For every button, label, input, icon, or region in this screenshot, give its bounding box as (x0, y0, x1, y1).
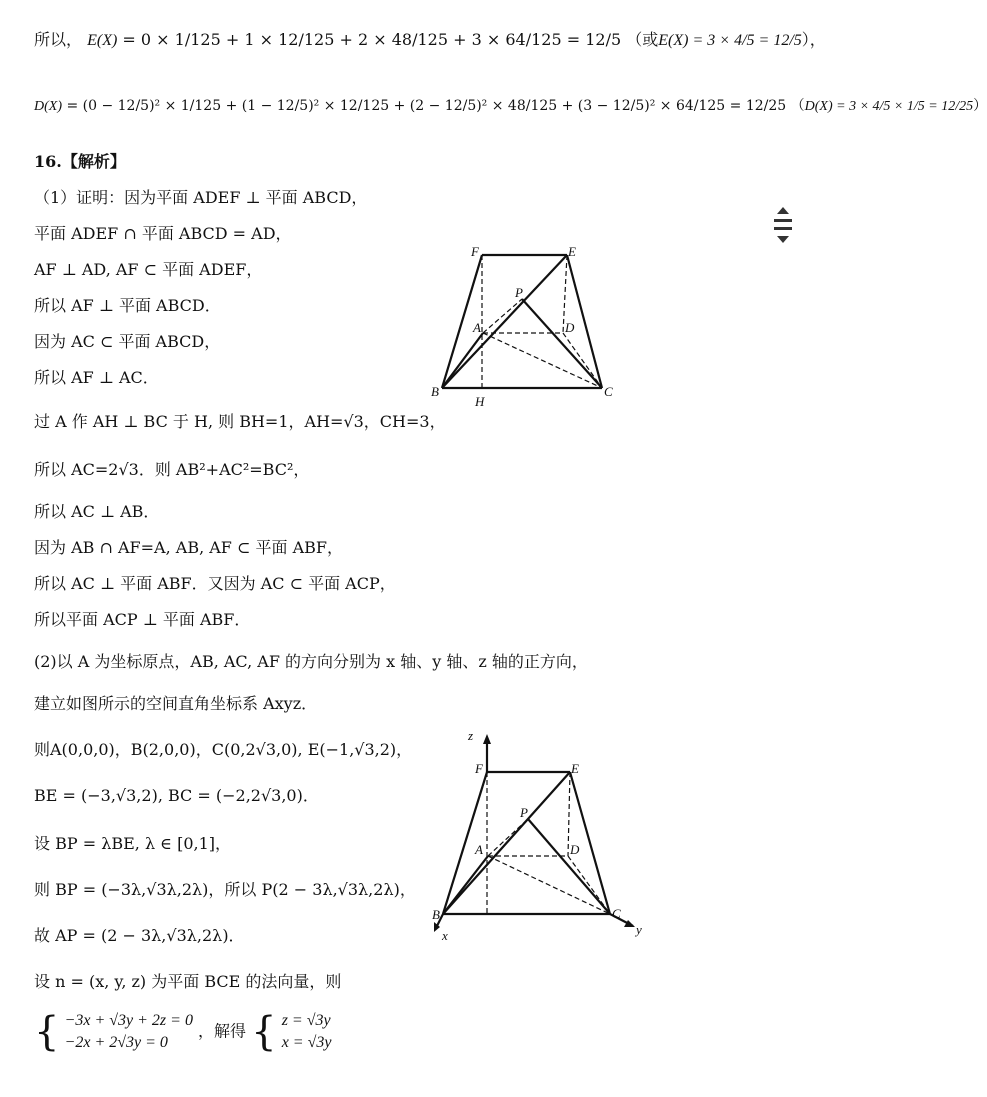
fig2-label-C: C (612, 906, 621, 921)
fig1-label-B: B (431, 384, 439, 399)
part2-line-6: 则 BP = (−3λ,√3λ,2λ)，所以 P(2 − 3λ,√3λ,2λ)， (34, 880, 416, 899)
scroll-handle-icon[interactable] (772, 205, 794, 245)
part2-line-1: (2)以 A 为坐标原点，AB, AC, AF 的方向分别为 x 轴、y 轴、z 轴的正方向， (34, 652, 588, 671)
solution-2: x = √3y (281, 1034, 332, 1051)
part1-line-1: （1）证明：因为平面 ADEF ⊥ 平面 ABCD， (34, 188, 368, 207)
dx-symbol: D(X) (34, 99, 62, 114)
fig1-label-D: D (565, 320, 575, 335)
fig1-label-P: P (515, 285, 523, 300)
left-brace-2: { (251, 1009, 277, 1055)
part2-line-8: 设 n = (x, y, z) 为平面 BCE 的法向量，则 (34, 972, 342, 991)
ex-formula: = 0 × 1/125 + 1 × 12/125 + 2 × 48/125 + 3 × 64/125 = 12/5 (122, 30, 622, 49)
part1-line-4: 所以 AF ⊥ 平面 ABCD． (34, 296, 221, 315)
fig2-label-B: B (432, 907, 440, 922)
part1-line-11: 所以 AC ⊥ 平面 ABF．又因为 AC ⊂ 平面 ACP， (34, 574, 396, 593)
ex-symbol: E(X) (87, 32, 118, 49)
part2-line-5: 设 BP = λBE, λ ∈ [0,1]， (34, 834, 232, 853)
part2-line-3: 则A(0,0,0)，B(2,0,0)，C(0,2√3,0), E(−1,√3,2)， (34, 740, 413, 759)
left-brace: { (34, 1009, 60, 1055)
fig1-label-C: C (604, 384, 613, 399)
solution-1: z = √3y (281, 1012, 331, 1029)
geometry-figure-1 (425, 240, 625, 410)
fig2-label-z: z (468, 728, 474, 743)
fig2-label-A: A (475, 842, 483, 857)
fig1-label-E: E (568, 244, 576, 259)
geometry-figure-2 (428, 728, 653, 943)
fig2-label-D: D (570, 842, 580, 857)
lead-text: 所以， (34, 30, 83, 49)
fig1-label-A: A (473, 320, 481, 335)
part1-line-9: 所以 AC ⊥ AB． (34, 502, 160, 521)
equation-system (34, 1010, 331, 1054)
part1-line-12: 所以平面 ACP ⊥ 平面 ABF． (34, 610, 251, 629)
dx-formula: = (0 − 12/5)² × 1/125 + (1 − 12/5)² × 12/125 + (2 − 12/5)² × 48/125 + (3 − 12/5)² × 64/125 = 12/25 (66, 98, 787, 114)
fig2-label-y: y (636, 922, 642, 937)
part2-line-2: 建立如图所示的空间直角坐标系 Axyz． (34, 694, 318, 713)
fig2-label-F: F (475, 761, 483, 776)
question-16-title: 16.【解析】 (34, 152, 126, 171)
fig2-label-P: P (520, 805, 528, 820)
equation-1: −3x + √3y + 2z = 0 (64, 1012, 193, 1029)
fig2-label-x: x (442, 928, 448, 943)
part1-line-6: 所以 AF ⊥ AC． (34, 368, 159, 387)
part1-line-5: 因为 AC ⊂ 平面 ABCD， (34, 332, 221, 351)
variance-line (34, 96, 987, 117)
fig2-label-E: E (571, 761, 579, 776)
part1-line-7: 过 A 作 AH ⊥ BC 于 H, 则 BH=1，AH=√3，CH=3， (34, 412, 446, 431)
ex-alternative: （或E(X) = 3 × 4/5 = 12/5） (626, 30, 810, 49)
part1-line-10: 因为 AB ∩ AF=A, AB, AF ⊂ 平面 ABF， (34, 538, 343, 557)
part2-line-7: 故 AP = (2 − 3λ,√3λ,2λ)． (34, 926, 245, 945)
dx-alternative: （D(X) = 3 × 4/5 × 1/5 = 12/25） (790, 98, 987, 114)
equation-2: −2x + 2√3y = 0 (64, 1034, 168, 1051)
part2-line-4: BE = (−3,√3,2), BC = (−2,2√3,0)． (34, 786, 319, 805)
fig1-label-H: H (475, 394, 485, 409)
part1-line-8: 所以 AC=2√3．则 AB²+AC²=BC²， (34, 460, 310, 479)
expectation-line: 所以， E(X) = 0 × 1/125 + 1 × 12/125 + 2 × 48/125 + 3 × 64/125 = 12/5 （或E(X) = 3 × 4/5 = 12/5）， (34, 30, 826, 49)
fig1-label-F: F (471, 244, 479, 259)
solve-word: ，解得 (198, 1021, 247, 1041)
part1-line-2: 平面 ADEF ∩ 平面 ABCD = AD， (34, 224, 292, 243)
part1-line-3: AF ⊥ AD, AF ⊂ 平面 ADEF， (34, 260, 263, 279)
